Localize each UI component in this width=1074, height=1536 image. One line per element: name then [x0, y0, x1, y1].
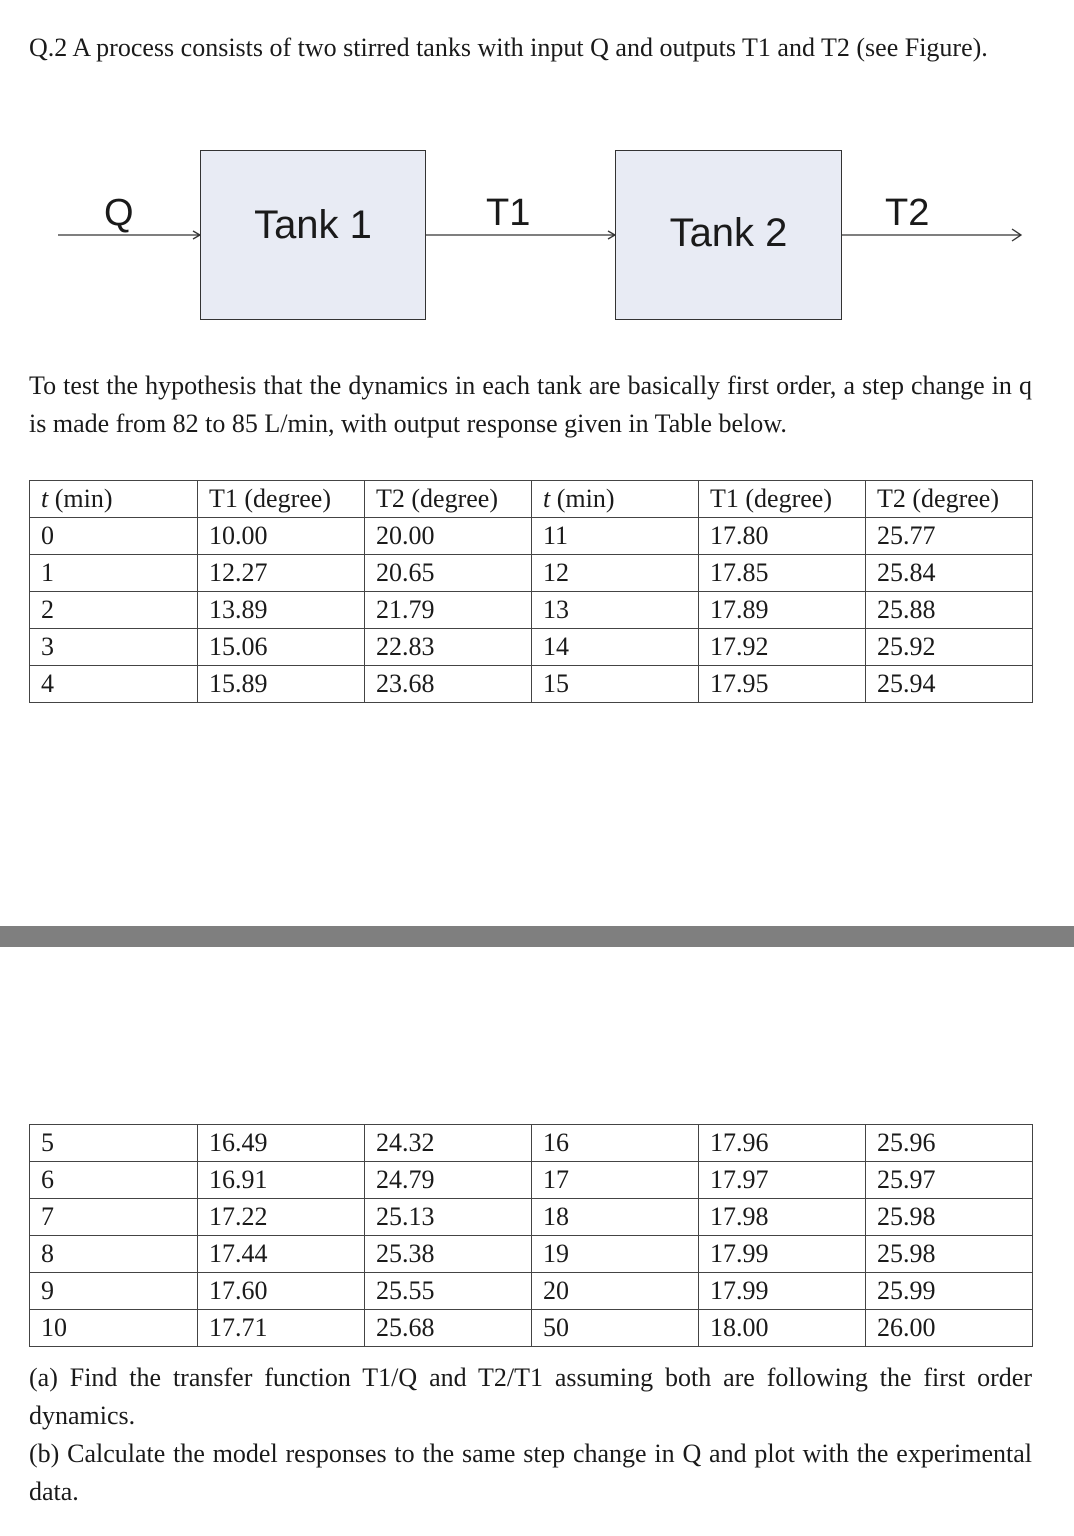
question-a: (a) Find the transfer function T1/Q and T2/T1 assuming both are following the first order dynamics.	[29, 1363, 1032, 1430]
response-table-bottom	[29, 1124, 1033, 1347]
table-cell: 17.60	[198, 1273, 365, 1310]
table-cell: 22.83	[365, 629, 532, 666]
table-cell: 25.77	[866, 518, 1033, 555]
table-cell: 50	[532, 1310, 699, 1347]
hypothesis-text: To test the hypothesis that the dynamics in each tank are basically first order, a step change in q is made from 82 to 85 L/min, with output response given in Table below.	[29, 371, 1032, 438]
table-row	[30, 629, 1033, 666]
table-cell: 17.98	[699, 1199, 866, 1236]
question-b: (b) Calculate the model responses to the same step change in Q and plot with the experimental data.	[29, 1439, 1032, 1506]
table-cell: 25.96	[866, 1125, 1033, 1162]
table-cell: 10.00	[198, 518, 365, 555]
table-cell: 16.91	[198, 1162, 365, 1199]
table-cell: 8	[30, 1236, 198, 1273]
tank-2-box	[615, 150, 842, 320]
table-cell: 21.79	[365, 592, 532, 629]
table-cell: 3	[30, 629, 198, 666]
table-cell: 2	[30, 592, 198, 629]
table-cell: 26.00	[866, 1310, 1033, 1347]
table-cell: 17.96	[699, 1125, 866, 1162]
table-cell: 18	[532, 1199, 699, 1236]
table-cell: 23.68	[365, 666, 532, 703]
table-row	[30, 1273, 1033, 1310]
table-cell: 6	[30, 1162, 198, 1199]
table-cell: 17.80	[699, 518, 866, 555]
table-cell: 17.44	[198, 1236, 365, 1273]
table-cell: 16	[532, 1125, 699, 1162]
flow-arrows	[0, 140, 1074, 340]
table-cell: 5	[30, 1125, 198, 1162]
header-t2-left: T2 (degree)	[365, 481, 532, 518]
table-cell: 24.79	[365, 1162, 532, 1199]
table-cell: 17.71	[198, 1310, 365, 1347]
table-row	[30, 1125, 1033, 1162]
table-cell: 17.95	[699, 666, 866, 703]
table-cell: 12.27	[198, 555, 365, 592]
table-cell: 17.92	[699, 629, 866, 666]
table-cell: 4	[30, 666, 198, 703]
table-cell: 9	[30, 1273, 198, 1310]
header-time-right: t (min)	[532, 481, 699, 518]
table-cell: 25.84	[866, 555, 1033, 592]
table-cell: 24.32	[365, 1125, 532, 1162]
header-t1-right: T1 (degree)	[699, 481, 866, 518]
response-table-top	[29, 480, 1033, 703]
table-cell: 12	[532, 555, 699, 592]
table-cell: 16.49	[198, 1125, 365, 1162]
table-cell: 20.00	[365, 518, 532, 555]
input-q-label: Q	[104, 192, 134, 234]
table-cell: 25.88	[866, 592, 1033, 629]
table-cell: 25.13	[365, 1199, 532, 1236]
table-cell: 25.94	[866, 666, 1033, 703]
table-cell: 15.89	[198, 666, 365, 703]
table-cell: 17.22	[198, 1199, 365, 1236]
table-cell: 20	[532, 1273, 699, 1310]
table-row	[30, 1199, 1033, 1236]
table-cell: 15	[532, 666, 699, 703]
table-cell: 25.68	[365, 1310, 532, 1347]
tank-2-label: Tank 2	[669, 210, 788, 255]
table-cell: 15.06	[198, 629, 365, 666]
table-cell: 25.98	[866, 1199, 1033, 1236]
question-intro: Q.2 A process consists of two stirred tanks with input Q and outputs T1 and T2 (see Figure).	[29, 33, 988, 62]
table-cell: 19	[532, 1236, 699, 1273]
table-row	[30, 555, 1033, 592]
table-row	[30, 518, 1033, 555]
table-cell: 17.99	[699, 1273, 866, 1310]
table-cell: 13.89	[198, 592, 365, 629]
header-t1-left: T1 (degree)	[198, 481, 365, 518]
table-header-row	[30, 481, 1033, 518]
table-cell: 13	[532, 592, 699, 629]
table-cell: 20.65	[365, 555, 532, 592]
tank-1-box	[200, 150, 426, 320]
table-cell: 14	[532, 629, 699, 666]
table-cell: 0	[30, 518, 198, 555]
table-cell: 10	[30, 1310, 198, 1347]
table-cell: 11	[532, 518, 699, 555]
questions-block	[29, 1359, 1032, 1511]
tank-1-label: Tank 1	[254, 202, 372, 247]
table-cell: 25.92	[866, 629, 1033, 666]
table-cell: 17.89	[699, 592, 866, 629]
header-t2-right: T2 (degree)	[866, 481, 1033, 518]
t2-signal-label: T2	[885, 192, 930, 234]
table-cell: 25.97	[866, 1162, 1033, 1199]
table-row	[30, 1310, 1033, 1347]
table-cell: 17.99	[699, 1236, 866, 1273]
table-row	[30, 1236, 1033, 1273]
table-cell: 18.00	[699, 1310, 866, 1347]
t1-signal-label: T1	[486, 192, 531, 234]
table-cell: 7	[30, 1199, 198, 1236]
table-row	[30, 666, 1033, 703]
page-break-bar	[0, 926, 1074, 947]
table-row	[30, 1162, 1033, 1199]
header-time-left: t (min)	[30, 481, 198, 518]
table-cell: 25.55	[365, 1273, 532, 1310]
table-cell: 25.98	[866, 1236, 1033, 1273]
table-cell: 17.97	[699, 1162, 866, 1199]
table-cell: 17	[532, 1162, 699, 1199]
table-row	[30, 592, 1033, 629]
table-cell: 25.38	[365, 1236, 532, 1273]
table-cell: 1	[30, 555, 198, 592]
process-diagram	[0, 140, 1074, 340]
table-cell: 17.85	[699, 555, 866, 592]
table-cell: 25.99	[866, 1273, 1033, 1310]
